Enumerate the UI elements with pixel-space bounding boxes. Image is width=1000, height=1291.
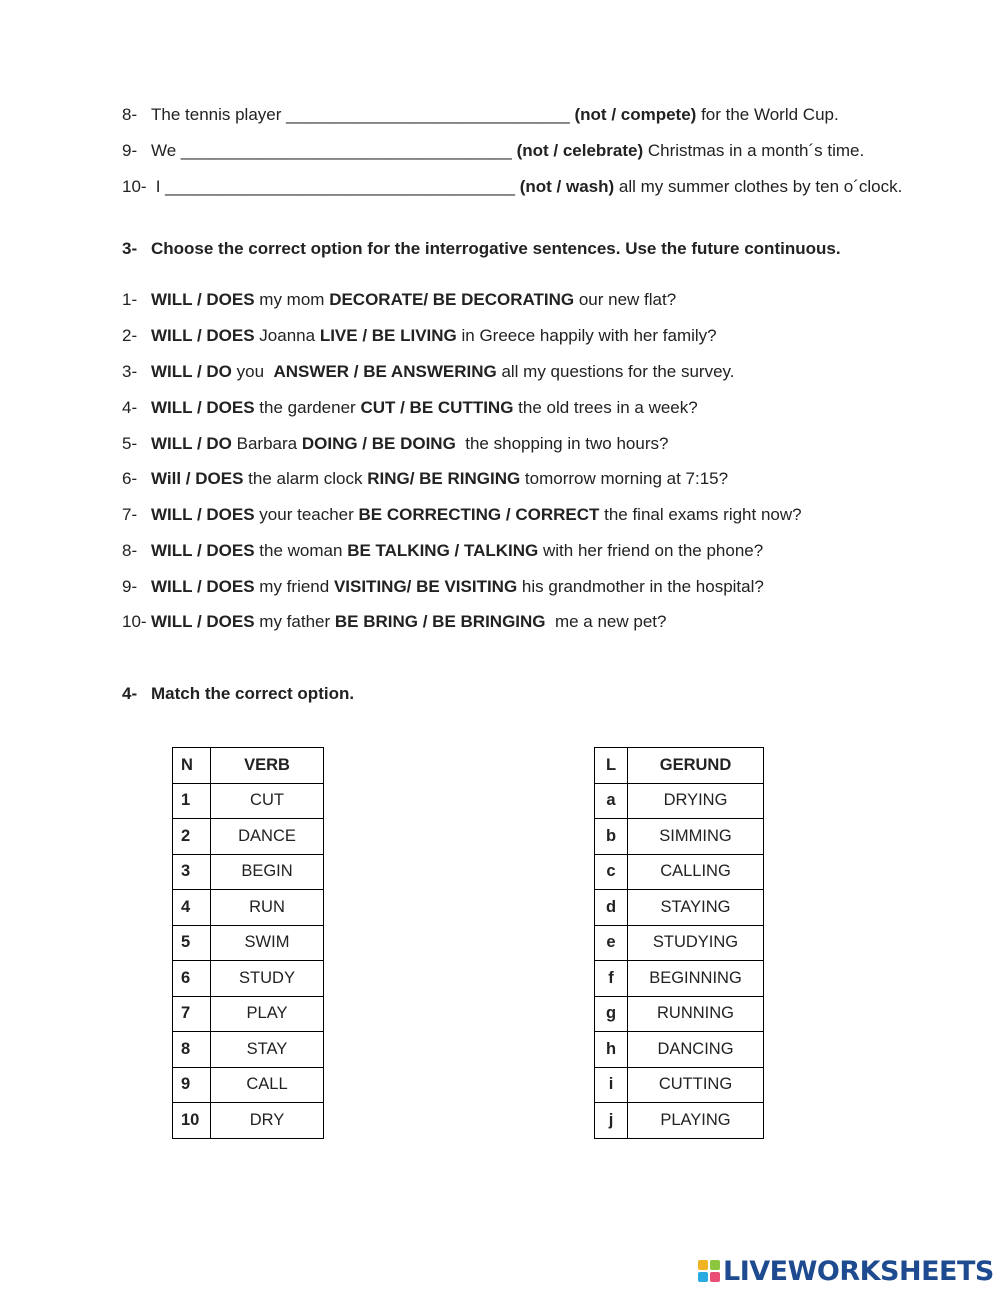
section-title: Match the correct option.: [151, 684, 355, 703]
question-8: [122, 540, 763, 562]
option-auxiliary: WILL / DOES: [151, 290, 255, 309]
line-prefix: We ___________________________________: [151, 141, 517, 160]
question-subject: the gardener: [254, 398, 361, 417]
verb-cell: PLAY: [211, 996, 324, 1032]
gerund-table: [594, 747, 764, 1139]
gerund-cell: PLAYING: [628, 1103, 764, 1139]
option-auxiliary: WILL / DOES: [151, 505, 255, 524]
table-row: [595, 961, 764, 997]
question-number: 3-: [122, 362, 138, 381]
option-verb: DECORATE/ BE DECORATING: [329, 290, 575, 309]
question-6: [122, 468, 728, 490]
question-number: 5-: [122, 434, 138, 453]
logo-block: [698, 1260, 708, 1270]
question-subject: my father: [254, 612, 335, 631]
question-number: 10-: [122, 612, 147, 631]
row-letter: a: [595, 783, 628, 819]
table-header-row: [595, 748, 764, 784]
logo-block: [698, 1272, 708, 1282]
option-verb: LIVE / BE LIVING: [319, 326, 457, 345]
question-number: 1-: [122, 290, 138, 309]
table-row: [595, 925, 764, 961]
row-letter: h: [595, 1032, 628, 1068]
exercise-line-8: [122, 104, 839, 126]
exercise-line-9: [122, 140, 864, 162]
table-row: [173, 819, 324, 855]
question-3: [122, 361, 735, 383]
option-verb: DOING / BE DOING: [301, 434, 456, 453]
question-number: 8-: [122, 541, 138, 560]
table-row: [173, 783, 324, 819]
column-header: GERUND: [628, 748, 764, 784]
table-row: [173, 1067, 324, 1103]
table-row: [595, 783, 764, 819]
gerund-cell: CALLING: [628, 854, 764, 890]
table-row: [595, 854, 764, 890]
line-hint: (not / celebrate): [516, 141, 644, 160]
row-number: 6: [173, 961, 211, 997]
question-subject: Joanna: [254, 326, 320, 345]
section-number: 4-: [122, 684, 138, 703]
section-number: 3-: [122, 239, 138, 258]
logo-text: LIVEWORKSHEETS: [723, 1255, 994, 1287]
table-row: [595, 1103, 764, 1139]
row-letter: c: [595, 854, 628, 890]
row-letter: e: [595, 925, 628, 961]
logo-blocks-icon: [698, 1260, 720, 1282]
gerund-cell: SIMMING: [628, 819, 764, 855]
gerund-cell: DRYING: [628, 783, 764, 819]
question-subject: the alarm clock: [243, 469, 368, 488]
option-verb: VISITING/ BE VISITING: [333, 577, 518, 596]
row-letter: i: [595, 1067, 628, 1103]
column-header: L: [595, 748, 628, 784]
table-row: [173, 890, 324, 926]
line-number: 9-: [122, 141, 138, 160]
option-verb: RING/ BE RINGING: [367, 469, 521, 488]
verb-cell: STUDY: [211, 961, 324, 997]
section-3-heading: [122, 238, 841, 260]
row-number: 4: [173, 890, 211, 926]
verb-cell: DANCE: [211, 819, 324, 855]
table-row: [173, 996, 324, 1032]
logo-block: [710, 1272, 720, 1282]
option-auxiliary: WILL / DOES: [151, 541, 255, 560]
exercise-line-10: [122, 176, 902, 198]
gerund-cell: RUNNING: [628, 996, 764, 1032]
verb-cell: RUN: [211, 890, 324, 926]
table-row: [173, 961, 324, 997]
question-number: 2-: [122, 326, 138, 345]
question-end: our new flat?: [574, 290, 677, 309]
question-end: the final exams right now?: [599, 505, 802, 524]
question-2: [122, 325, 717, 347]
question-subject: Barbara: [231, 434, 302, 453]
line-suffix: Christmas in a month´s time.: [643, 141, 865, 160]
verb-cell: DRY: [211, 1103, 324, 1139]
question-number: 6-: [122, 469, 138, 488]
question-1: [122, 289, 676, 311]
question-subject: your teacher: [254, 505, 359, 524]
gerund-cell: STUDYING: [628, 925, 764, 961]
column-header: N: [173, 748, 211, 784]
row-letter: f: [595, 961, 628, 997]
option-auxiliary: WILL / DOES: [151, 326, 255, 345]
question-end: the shopping in two hours?: [455, 434, 669, 453]
verb-cell: SWIM: [211, 925, 324, 961]
verb-cell: CUT: [211, 783, 324, 819]
question-end: with her friend on the phone?: [538, 541, 764, 560]
gerund-cell: DANCING: [628, 1032, 764, 1068]
question-5: [122, 433, 668, 455]
question-subject: you: [231, 362, 274, 381]
option-auxiliary: WILL / DOES: [151, 398, 255, 417]
question-9: [122, 576, 764, 598]
option-auxiliary: WILL / DOES: [151, 612, 255, 631]
line-suffix: for the World Cup.: [696, 105, 839, 124]
option-verb: BE TALKING / TALKING: [347, 541, 539, 560]
option-verb: BE BRING / BE BRINGING: [334, 612, 546, 631]
gerund-cell: STAYING: [628, 890, 764, 926]
row-number: 9: [173, 1067, 211, 1103]
question-end: tomorrow morning at 7:15?: [520, 469, 729, 488]
row-letter: g: [595, 996, 628, 1032]
line-hint: (not / compete): [574, 105, 697, 124]
question-end: the old trees in a week?: [513, 398, 698, 417]
verb-cell: BEGIN: [211, 854, 324, 890]
row-number: 10: [173, 1103, 211, 1139]
question-4: [122, 397, 698, 419]
row-number: 3: [173, 854, 211, 890]
logo-block: [710, 1260, 720, 1270]
table-row: [173, 1032, 324, 1068]
verb-cell: CALL: [211, 1067, 324, 1103]
row-number: 1: [173, 783, 211, 819]
row-number: 2: [173, 819, 211, 855]
verb-table: [172, 747, 324, 1139]
option-auxiliary: WILL / DO: [151, 362, 232, 381]
option-verb: CUT / BE CUTTING: [360, 398, 514, 417]
gerund-cell: CUTTING: [628, 1067, 764, 1103]
row-letter: b: [595, 819, 628, 855]
table-row: [595, 1067, 764, 1103]
column-header: VERB: [211, 748, 324, 784]
row-letter: d: [595, 890, 628, 926]
row-letter: j: [595, 1103, 628, 1139]
option-verb: BE CORRECTING / CORRECT: [358, 505, 600, 524]
option-auxiliary: WILL / DO: [151, 434, 232, 453]
table-row: [173, 854, 324, 890]
table-row: [595, 1032, 764, 1068]
option-auxiliary: Will / DOES: [151, 469, 244, 488]
liveworksheets-logo: [698, 1254, 994, 1288]
question-subject: my mom: [254, 290, 330, 309]
question-10: [122, 611, 666, 633]
question-subject: my friend: [254, 577, 334, 596]
section-4-heading: [122, 683, 354, 705]
row-number: 5: [173, 925, 211, 961]
question-number: 4-: [122, 398, 138, 417]
question-end: me a new pet?: [545, 612, 667, 631]
question-subject: the woman: [254, 541, 348, 560]
question-7: [122, 504, 802, 526]
table-header-row: [173, 748, 324, 784]
section-title: Choose the correct option for the interrogative sentences. Use the future continuous.: [151, 239, 841, 258]
row-number: 8: [173, 1032, 211, 1068]
option-auxiliary: WILL / DOES: [151, 577, 255, 596]
table-row: [173, 925, 324, 961]
verb-cell: STAY: [211, 1032, 324, 1068]
row-number: 7: [173, 996, 211, 1032]
question-end: his grandmother in the hospital?: [517, 577, 764, 596]
table-row: [595, 890, 764, 926]
table-row: [173, 1103, 324, 1139]
table-row: [595, 819, 764, 855]
option-verb: ANSWER / BE ANSWERING: [273, 362, 497, 381]
question-number: 7-: [122, 505, 138, 524]
line-suffix: all my summer clothes by ten o´clock.: [614, 177, 903, 196]
line-prefix: The tennis player ______________________________: [151, 105, 575, 124]
line-number: 10-: [122, 177, 147, 196]
question-end: in Greece happily with her family?: [456, 326, 717, 345]
question-number: 9-: [122, 577, 138, 596]
line-number: 8-: [122, 105, 138, 124]
table-row: [595, 996, 764, 1032]
question-end: all my questions for the survey.: [496, 362, 735, 381]
line-prefix: I _____________________________________: [151, 177, 520, 196]
gerund-cell: BEGINNING: [628, 961, 764, 997]
line-hint: (not / wash): [519, 177, 615, 196]
